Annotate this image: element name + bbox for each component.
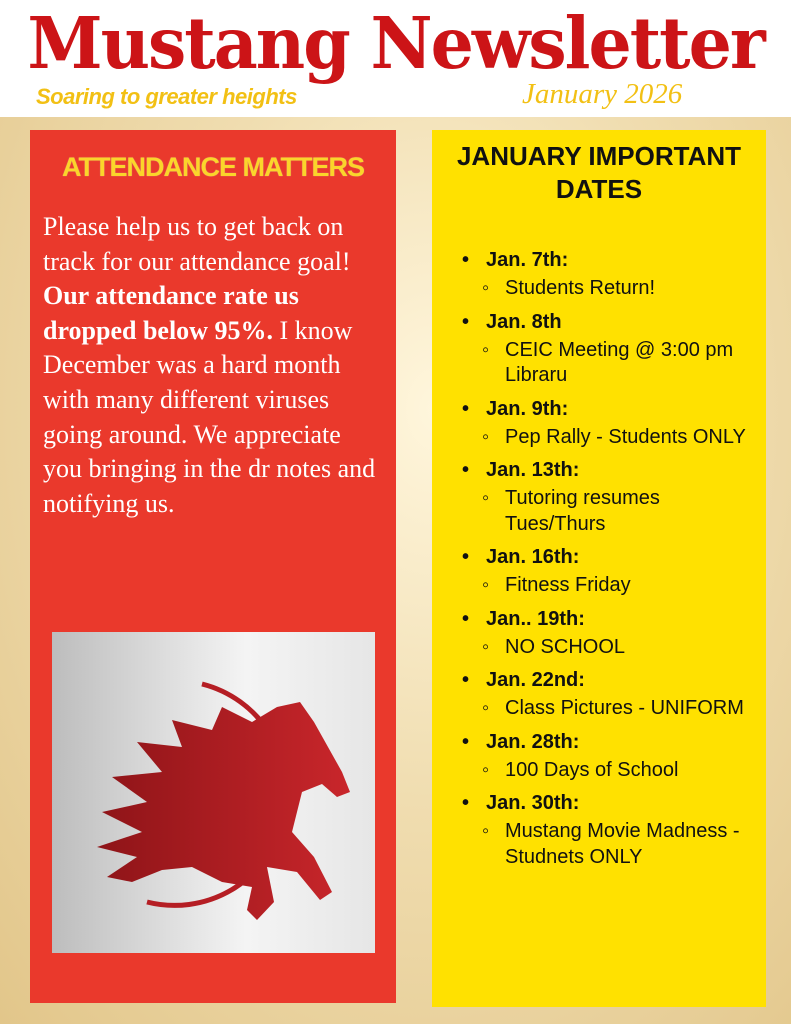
date-item: • Jan. 8th bbox=[462, 306, 762, 338]
date-item: • Jan. 22nd: bbox=[462, 664, 762, 696]
attendance-heading: ATTENDANCE MATTERS bbox=[62, 152, 364, 182]
date-note: ◦ Pep Rally - Students ONLY bbox=[462, 425, 762, 451]
newsletter-title: Mustang Newsletter bbox=[27, 2, 764, 86]
mustang-logo bbox=[52, 632, 375, 953]
tagline: Soaring to greater heights bbox=[36, 84, 297, 109]
date-item: • Jan. 7th: bbox=[462, 244, 762, 276]
date-note: ◦ Mustang Movie Madness - Studnets ONLY bbox=[462, 819, 762, 870]
attendance-text-bold: Our attendance rate us dropped below 95%. bbox=[43, 281, 299, 345]
important-dates-panel bbox=[432, 130, 766, 1007]
horse-icon bbox=[52, 632, 375, 953]
date-item: • Jan. 16th: bbox=[462, 541, 762, 573]
issue-date: January 2026 bbox=[522, 78, 683, 110]
dates-heading: JANUARY IMPORTANT DATES bbox=[456, 141, 742, 204]
date-note: ◦ CEIC Meeting @ 3:00 pm Libraru bbox=[462, 338, 762, 389]
attendance-text bbox=[43, 210, 383, 521]
date-item: • Jan. 9th: bbox=[462, 393, 762, 425]
attendance-text-2: I know December was a hard month with many different viruses going around. We appreciate you bringing in the dr notes and notifying us. bbox=[43, 315, 376, 518]
date-note: ◦ Tutoring resumes Tues/Thurs bbox=[462, 486, 762, 537]
masthead bbox=[0, 0, 791, 117]
date-item: • Jan.. 19th: bbox=[462, 603, 762, 635]
dates-list bbox=[462, 244, 762, 874]
date-item: • Jan. 30th: bbox=[462, 787, 762, 819]
date-item: • Jan. 13th: bbox=[462, 454, 762, 486]
date-note: ◦ NO SCHOOL bbox=[462, 635, 762, 661]
date-note: ◦ Class Pictures - UNIFORM bbox=[462, 696, 762, 722]
date-note: ◦ Fitness Friday bbox=[462, 573, 762, 599]
attendance-panel bbox=[30, 130, 396, 1003]
attendance-text-1: Please help us to get back on track for our attendance goal! bbox=[43, 212, 351, 276]
date-note: ◦ Students Return! bbox=[462, 276, 762, 302]
date-item: • Jan. 28th: bbox=[462, 726, 762, 758]
date-note: ◦ 100 Days of School bbox=[462, 758, 762, 784]
